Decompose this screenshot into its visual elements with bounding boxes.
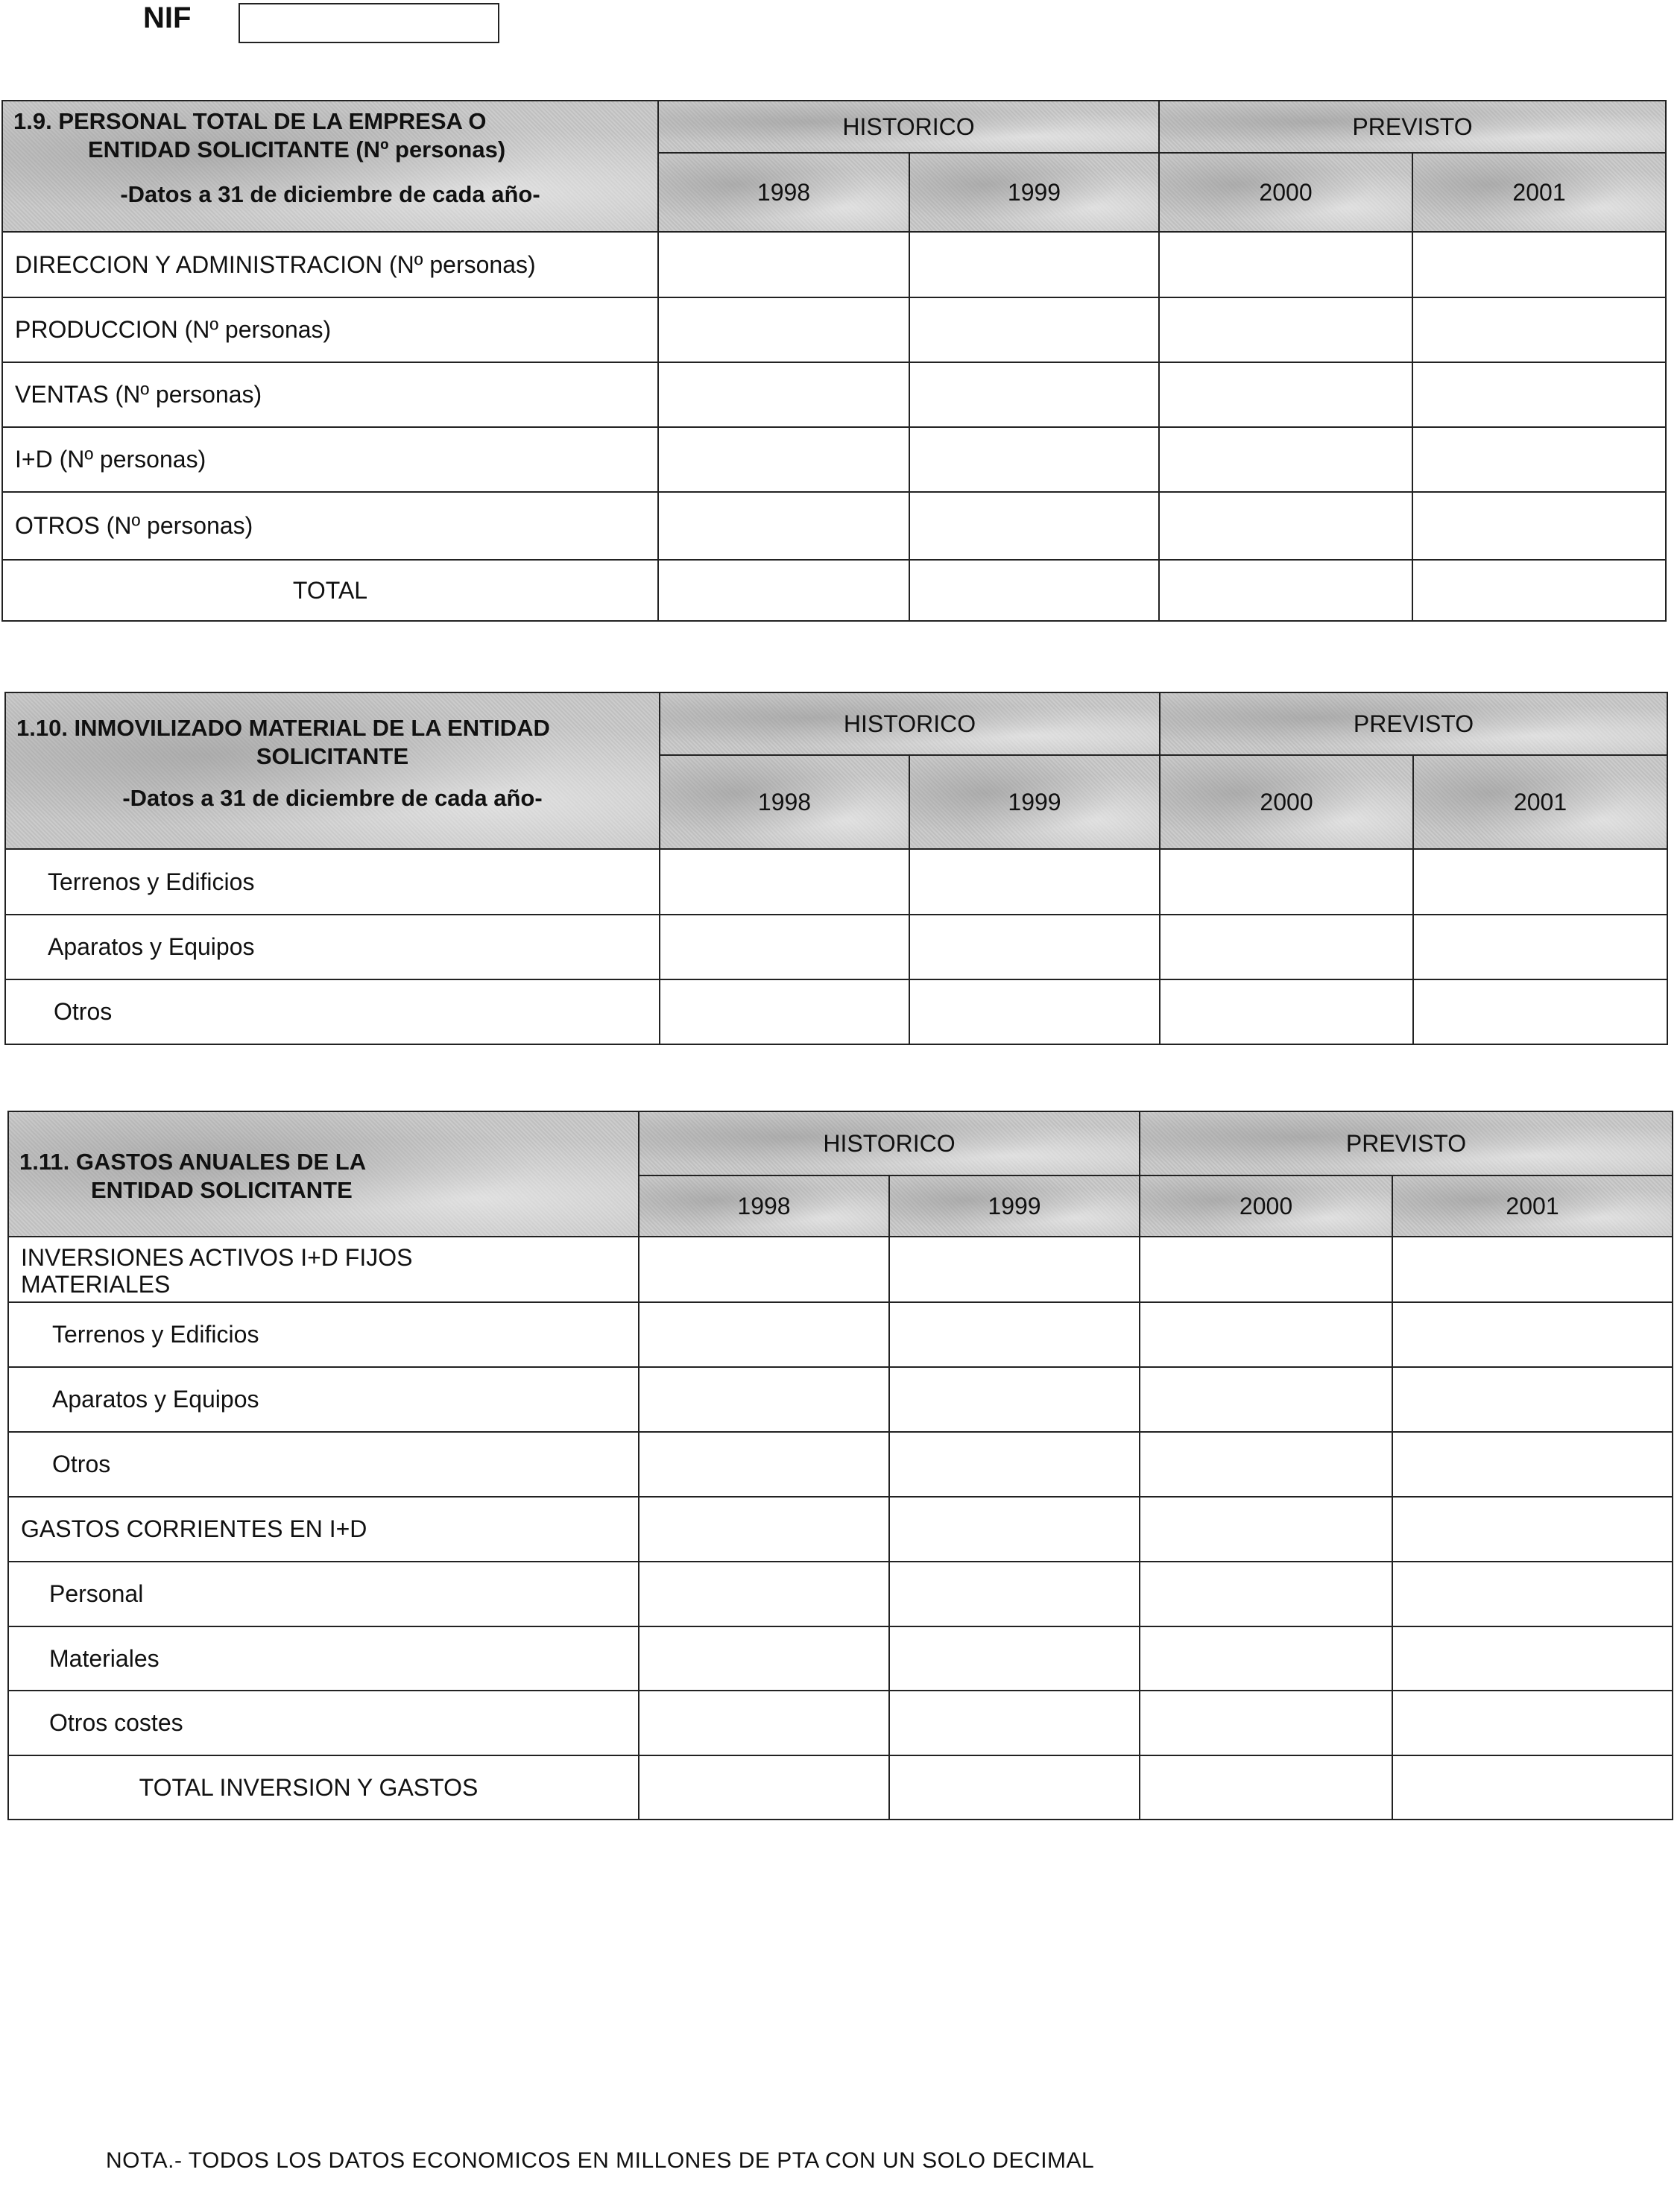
data-cell[interactable] — [1140, 1691, 1392, 1755]
row-label: VENTAS (Nº personas) — [2, 362, 658, 427]
nif-label: NIF — [143, 1, 192, 34]
table-row — [8, 1691, 1673, 1755]
table-row — [8, 1626, 1673, 1691]
row-label: Aparatos y Equipos — [5, 915, 660, 979]
table-row-total — [8, 1755, 1673, 1820]
table-row — [5, 849, 1667, 915]
data-cell[interactable] — [639, 1562, 889, 1626]
data-cell[interactable] — [639, 1691, 889, 1755]
data-cell[interactable] — [1413, 849, 1667, 915]
data-cell[interactable] — [658, 362, 909, 427]
data-cell[interactable] — [1392, 1237, 1673, 1302]
data-cell[interactable] — [1392, 1497, 1673, 1562]
group-header-historico: HISTORICO — [658, 101, 1159, 153]
table-row — [8, 1562, 1673, 1626]
data-cell[interactable] — [658, 232, 909, 297]
data-cell[interactable] — [909, 560, 1159, 621]
data-cell[interactable] — [1392, 1755, 1673, 1820]
data-cell[interactable] — [1160, 849, 1413, 915]
data-cell[interactable] — [1140, 1367, 1392, 1432]
row-label: Terrenos y Edificios — [8, 1302, 639, 1367]
data-cell[interactable] — [889, 1626, 1140, 1691]
data-cell[interactable] — [1160, 979, 1413, 1044]
data-cell[interactable] — [1412, 492, 1666, 560]
data-cell[interactable] — [909, 979, 1160, 1044]
year-header: 2000 — [1140, 1175, 1392, 1237]
table-row — [8, 1432, 1673, 1497]
data-cell[interactable] — [658, 297, 909, 362]
group-header-historico: HISTORICO — [660, 692, 1160, 755]
title-line-2: ENTIDAD SOLICITANTE (Nº personas) — [88, 136, 506, 162]
table-row — [5, 915, 1667, 979]
table-row — [2, 297, 1666, 362]
data-cell[interactable] — [1159, 427, 1412, 492]
year-header: 1999 — [909, 755, 1160, 849]
year-header: 1998 — [658, 153, 909, 232]
row-label: Otros costes — [8, 1691, 639, 1755]
data-cell[interactable] — [1159, 362, 1412, 427]
data-cell[interactable] — [889, 1755, 1140, 1820]
data-cell[interactable] — [1160, 915, 1413, 979]
table-inmovilizado-material — [4, 692, 1668, 1045]
data-cell[interactable] — [658, 492, 909, 560]
table-row — [8, 1237, 1673, 1302]
data-cell[interactable] — [1392, 1302, 1673, 1367]
data-cell[interactable] — [1140, 1755, 1392, 1820]
nif-input-box[interactable] — [239, 3, 499, 43]
row-label: INVERSIONES ACTIVOS I+D FIJOS MATERIALES — [8, 1237, 639, 1302]
table-row — [5, 979, 1667, 1044]
year-header: 2001 — [1412, 153, 1666, 232]
table-subtitle: -Datos a 31 de diciembre de cada año- — [122, 785, 543, 811]
title-line-1: 1.10. INMOVILIZADO MATERIAL DE LA ENTIDAD — [16, 715, 550, 741]
year-header: 2001 — [1392, 1175, 1673, 1237]
data-cell[interactable] — [639, 1302, 889, 1367]
year-header: 2000 — [1159, 153, 1412, 232]
title-line-2: ENTIDAD SOLICITANTE — [91, 1177, 353, 1203]
data-cell[interactable] — [1140, 1497, 1392, 1562]
data-cell[interactable] — [889, 1691, 1140, 1755]
data-cell[interactable] — [1140, 1562, 1392, 1626]
data-cell[interactable] — [639, 1237, 889, 1302]
data-cell[interactable] — [1159, 297, 1412, 362]
table-gastos-anuales — [7, 1111, 1673, 1820]
table-row — [8, 1497, 1673, 1562]
data-cell[interactable] — [1392, 1432, 1673, 1497]
table-row — [8, 1302, 1673, 1367]
data-cell[interactable] — [639, 1626, 889, 1691]
data-cell[interactable] — [1140, 1626, 1392, 1691]
row-label: Terrenos y Edificios — [5, 849, 660, 915]
data-cell[interactable] — [1412, 362, 1666, 427]
year-header: 2000 — [1160, 755, 1413, 849]
title-line-2: SOLICITANTE — [256, 743, 409, 769]
data-cell[interactable] — [660, 849, 909, 915]
data-cell[interactable] — [1412, 427, 1666, 492]
table-title — [5, 692, 660, 849]
year-header: 1999 — [889, 1175, 1140, 1237]
data-cell[interactable] — [660, 915, 909, 979]
footer-note: NOTA.- TODOS LOS DATOS ECONOMICOS EN MILLONES DE PTA CON UN SOLO DECIMAL — [106, 2148, 1095, 2173]
data-cell[interactable] — [1413, 915, 1667, 979]
row-label: Materiales — [8, 1626, 639, 1691]
table-title — [8, 1111, 639, 1237]
table-row — [2, 232, 1666, 297]
table-row-total — [2, 560, 1666, 621]
data-cell[interactable] — [1412, 232, 1666, 297]
year-header: 1998 — [660, 755, 909, 849]
row-label: Otros — [8, 1432, 639, 1497]
row-label-total: TOTAL INVERSION Y GASTOS — [8, 1755, 639, 1820]
data-cell[interactable] — [1392, 1367, 1673, 1432]
row-label: GASTOS CORRIENTES EN I+D — [8, 1497, 639, 1562]
table-subtitle: -Datos a 31 de diciembre de cada año- — [120, 181, 540, 207]
row-label: I+D (Nº personas) — [2, 427, 658, 492]
row-label: PRODUCCION (Nº personas) — [2, 297, 658, 362]
title-line-1: 1.9. PERSONAL TOTAL DE LA EMPRESA O — [13, 108, 487, 134]
data-cell[interactable] — [889, 1497, 1140, 1562]
row-label-total: TOTAL — [2, 560, 658, 621]
data-cell[interactable] — [639, 1755, 889, 1820]
year-header: 1998 — [639, 1175, 889, 1237]
data-cell[interactable] — [889, 1302, 1140, 1367]
table-row — [2, 492, 1666, 560]
group-header-previsto: PREVISTO — [1159, 101, 1666, 153]
data-cell[interactable] — [1140, 1432, 1392, 1497]
group-header-historico: HISTORICO — [639, 1111, 1140, 1175]
row-label: OTROS (Nº personas) — [2, 492, 658, 560]
data-cell[interactable] — [1412, 297, 1666, 362]
row-label: Aparatos y Equipos — [8, 1367, 639, 1432]
data-cell[interactable] — [889, 1432, 1140, 1497]
data-cell[interactable] — [660, 979, 909, 1044]
data-cell[interactable] — [909, 232, 1159, 297]
data-cell[interactable] — [639, 1497, 889, 1562]
data-cell[interactable] — [1140, 1237, 1392, 1302]
data-cell[interactable] — [889, 1237, 1140, 1302]
data-cell[interactable] — [1159, 492, 1412, 560]
table-row — [2, 362, 1666, 427]
data-cell[interactable] — [1392, 1626, 1673, 1691]
data-cell[interactable] — [1159, 560, 1412, 621]
table-row — [8, 1367, 1673, 1432]
data-cell[interactable] — [639, 1367, 889, 1432]
data-cell[interactable] — [889, 1562, 1140, 1626]
data-cell[interactable] — [909, 492, 1159, 560]
data-cell[interactable] — [909, 427, 1159, 492]
year-header: 2001 — [1413, 755, 1667, 849]
data-cell[interactable] — [1392, 1562, 1673, 1626]
data-cell[interactable] — [909, 362, 1159, 427]
data-cell[interactable] — [658, 427, 909, 492]
row-label: DIRECCION Y ADMINISTRACION (Nº personas) — [2, 232, 658, 297]
data-cell[interactable] — [889, 1367, 1140, 1432]
row-label: Otros — [5, 979, 660, 1044]
data-cell[interactable] — [639, 1432, 889, 1497]
group-header-previsto: PREVISTO — [1140, 1111, 1673, 1175]
data-cell[interactable] — [909, 297, 1159, 362]
table-title — [2, 101, 658, 232]
data-cell[interactable] — [1140, 1302, 1392, 1367]
data-cell[interactable] — [1413, 979, 1667, 1044]
data-cell[interactable] — [658, 560, 909, 621]
data-cell[interactable] — [1412, 560, 1666, 621]
data-cell[interactable] — [1159, 232, 1412, 297]
table-personal-total — [1, 100, 1667, 622]
group-header-previsto: PREVISTO — [1160, 692, 1667, 755]
year-header: 1999 — [909, 153, 1159, 232]
data-cell[interactable] — [1392, 1691, 1673, 1755]
data-cell[interactable] — [909, 849, 1160, 915]
data-cell[interactable] — [909, 915, 1160, 979]
row-label: Personal — [8, 1562, 639, 1626]
table-row — [2, 427, 1666, 492]
title-line-1: 1.11. GASTOS ANUALES DE LA — [19, 1149, 367, 1175]
